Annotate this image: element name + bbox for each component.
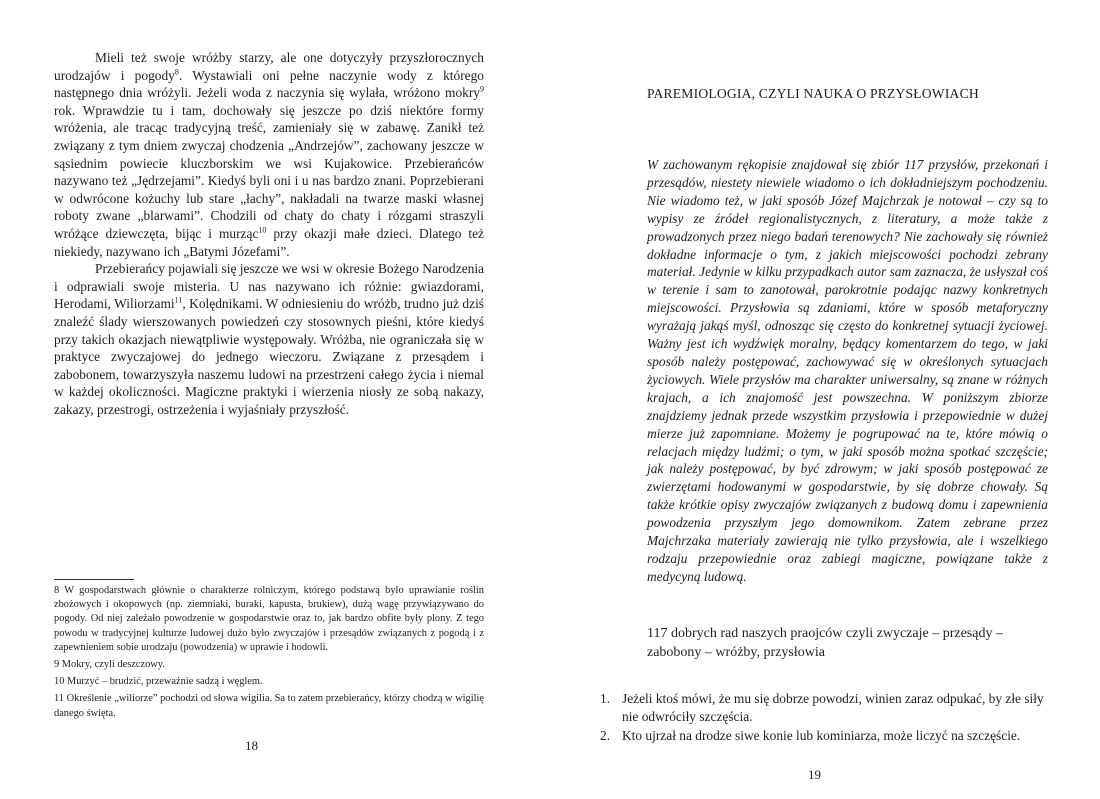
intro-text: W zachowanym rękopisie znajdował się zbiór 117 przysłów, przekonań i przesądów, niestety niewiele wiadomo o ich dokładniejszym pochodzeniu. Nie wiadomo też, w jaki sposób Józef Majchrzak je notował – czy są to wypisy ze źródeł regionalistycznych, z literatury, a może także z prowadzonych przez niego badań terenowych? Nie zachowały się również dokładne informacje o tym, z jakich miejscowości pochodzi zebrany materiał. Jedynie w kilku przypadkach autor sam zaznacza, że usłyszał coś w terenie i sam to zanotował, parokrotnie podając nazwy konkretnych miejscowości. Przysłowia są zdaniami, które w sposób metaforyczny wyrażają jakąś myśl, odnosząc się często do konkretnej sytuacji życiowej. Ważny jest ich wydźwięk moralny, będący komentarzem do tego, w jaki sposób należy postępować, zachowywać się w określonych sytuacjach życiowych. Wiele przysłów ma charakter uniwersalny, są znane w różnych krajach, a ich znajomość jest powszechna. W poniższym zbiorze znajdziemy jednak przede wszystkim przysłowia i przepowiednie w dużej mierze już zapomniane. Możemy je pogrupować na te, które mówią o relacjach między ludźmi; o tym, w jaki sposób można spotkać szczęście; jak należy postępować, by być zdrowym; w jaki sposób postępować ze zwierzętami hodowanymi w gospodarstwie, by się dobrze chowały. Są także krótkie opisy zwyczajów związanych z budową domu i zapewnienia powodzenia przyszłym jego domownikom. Zatem zebrane przez Majchrzaka materiały zawierają nie tylko przysłowia, ale i wszelkiego rodzaju przepowiednie oraz zabiegi magiczne, powiązane także z medycyną ludową.: [647, 157, 1048, 584]
footnotes: [54, 584, 484, 724]
footnote-ref: 9: [480, 84, 484, 94]
footnote-8: 8 W gospodarstwach głównie o charakterze rolniczym, którego podstawą było uprawianie roślin zbożowych i okopowych (np. ziemniaki, buraki, kapusta, brukiew), dużą wagę przywiązywano do pogody. Od niej zależało powodzenie w gospodarstwie oraz to, jak bardzo obfite były plony. Z tego powodu w tradycyjnej kulturze ludowej dużo było zwyczajów i przesądów związanych z pogodą i z zapewnieniem sobie urodzaju (powodzenia) w uprawie i hodowli.: [54, 585, 484, 653]
page-number-left: 18: [245, 738, 258, 753]
proverb-item: [600, 727, 1045, 745]
footnote-9: 9 Mokry, czyli deszczowy.: [54, 659, 165, 671]
footnote-ref: 11: [174, 295, 183, 305]
paragraph-text: , Kolędnikami. W odniesieniu do wróżb, trudno już dziś znaleźć ślady wierszowanych powiedzeń czy stosownych pieśni, które kiedyś przy takich okazjach niewątpliwie występowały. Wróżba, nie ograniczała się w praktyce zwyczajowej do jednego wieczoru. Związane z przesądem i zabobonem, towarzyszyła naszemu ludowi na przestrzeni całego życia i niemal w każdej okoliczności. Magiczne praktyki i wierzenia niosły ze sobą nakazy, zakazy, przestrogi, ostrzeżenia i wyjaśniały przyszłość.: [54, 296, 485, 417]
footnote-ref: 8: [174, 67, 179, 77]
right-page: [550, 0, 1100, 799]
intro-paragraph: [647, 156, 1048, 586]
proverb-number: 1.: [600, 691, 611, 706]
left-page-body: [54, 49, 484, 418]
proverb-item: [600, 690, 1045, 726]
body-paragraph: [54, 49, 484, 260]
section-heading: 117 dobrych rad naszych praojców czyli zwyczaje – przesądy – zabobony – wróżby, przysłowia: [647, 626, 1003, 660]
paragraph-text: rok. Wprawdzie tu i tam, dochowały się jeszcze po dziś niektóre formy wróżenia, ale tracąc tradycyjną treść, zamieniały się w zabawę. Zanikł też związany z tym dniem zwyczaj chodzenia „Andrzejów”, zachowany jeszcze w sąsiednim powiecie kluczborskim we wsi Kujakowice. Przebierańców nazywano też „Jędrzejami”. Kiedyś byli oni i u nas bardzo znani. Poprzebierani w odwrócone kożuchy lub stare „łachy”, nakładali na twarze maski własnej roboty zwane „blarwami”. Chodzili od chaty do chaty i rózgami straszyli wróżące dziewczęta, bijąc i murząc: [54, 102, 484, 241]
body-paragraph: [54, 260, 484, 418]
footnote-separator: [54, 579, 134, 580]
footnote-10: 10 Murzyć – brudzić, przeważnie sadzą i węglem.: [54, 676, 263, 688]
proverb-text: Jeżeli ktoś mówi, że mu się dobrze powodzi, winien zaraz odpukać, by złe siły nie odwróciły szczęścia.: [622, 691, 1044, 724]
proverb-text: Kto ujrzał na drodze siwe konie lub kominiarza, może liczyć na szczęście.: [622, 727, 1021, 743]
proverb-number: 2.: [600, 727, 611, 743]
proverb-list: [600, 690, 1045, 745]
paragraph-text: . Wystawiali oni pełne naczynie wody z którego następnego dnia wróżyli. Jeżeli woda z naczynia się wylała, wróżono mokry: [54, 67, 484, 101]
page-number-right: 19: [808, 767, 821, 782]
footnote-11: 11 Określenie „wiliorze” pochodzi od słowa wigilia. Sa to zatem przebierańcy, którzy chodzą w wigilię danego święta.: [54, 693, 484, 719]
chapter-title: PAREMIOLOGIA, CZYLI NAUKA O PRZYSŁOWIACH: [647, 86, 979, 101]
paragraph-text: przy okazji małe dzieci. Dlatego też niekiedy, nazywano ich „Batymi Józefami”.: [54, 225, 485, 259]
footnote-ref: 10: [258, 225, 267, 235]
paragraph-text: Mieli też swoje wróżby starzy, ale one dotyczyły przyszłorocznych urodzajów i pogody: [54, 50, 484, 83]
paragraph-text: Przebierańcy pojawiali się jeszcze we wsi w okresie Bożego Narodzenia i odprawiali swoje misteria. U nas nazywano ich różnie: gwiazdorami, Herodami, Wiliorzami: [54, 261, 484, 312]
